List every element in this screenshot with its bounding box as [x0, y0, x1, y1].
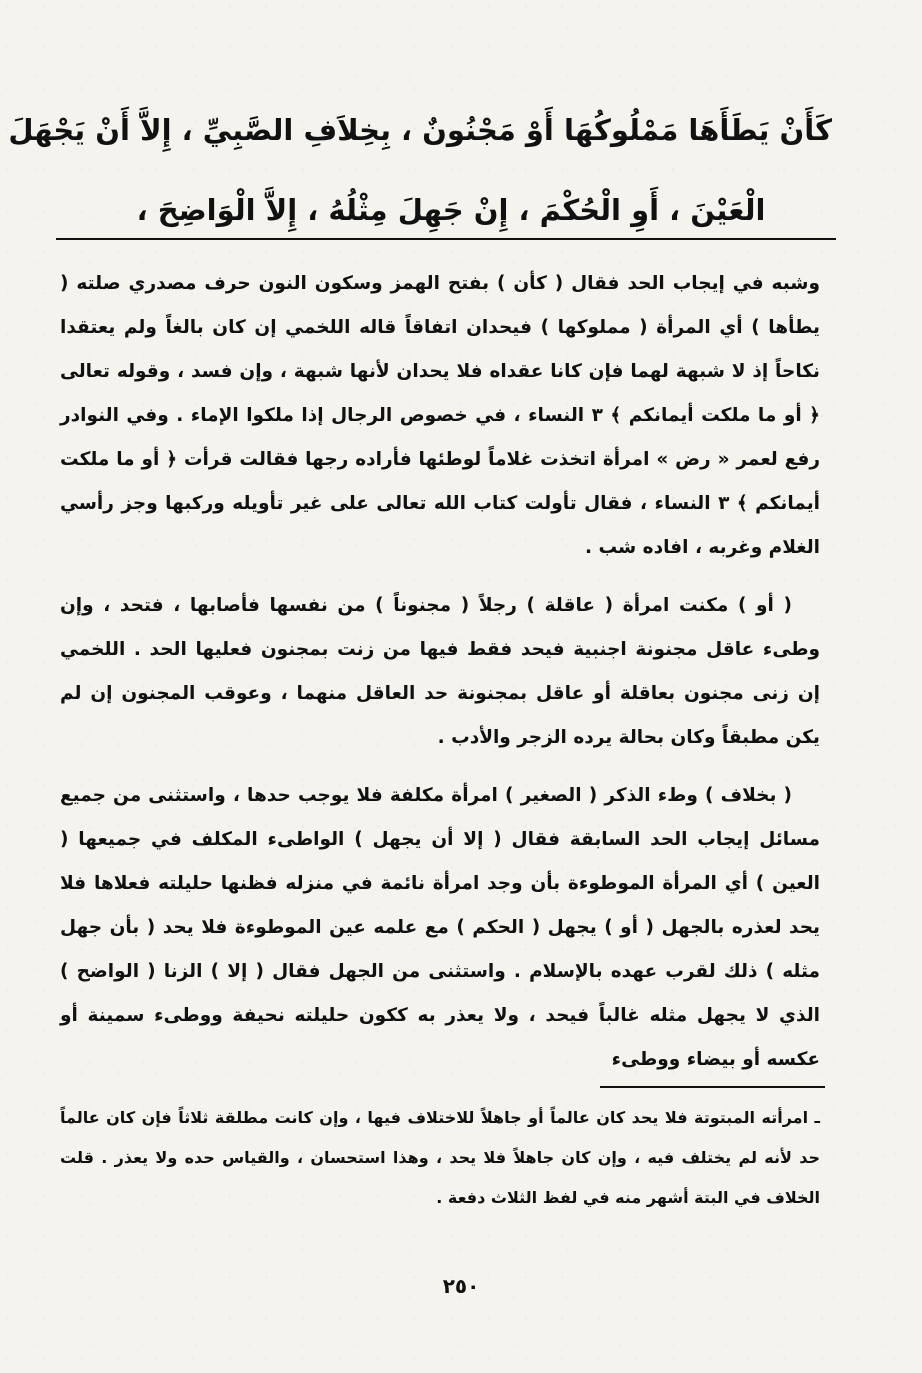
commentary-paragraph-2: ( أو ) مكنت امرأة ( عاقلة ) رجلاً ( مجنوناً ) من نفسها فأصابها ، فتحد ، وإن وطىء عاقل مجنونة اجنبية فيحد فقط فيها من زنت بمجنون فعليها الحد . اللخمي إن زنى مجنون بعاقلة أو عاقل بمجنونة حد العاقل منهما ، وعوقب المجنون إن لم يكن مطبقاً وكان بحالة يرده الزجر والأدب . [60, 595, 820, 748]
matn-divider [56, 238, 836, 240]
matn-text [8, 90, 832, 250]
matn-line-1: كَأَنْ يَطَأَهَا مَمْلُوكُهَا أَوْ مَجْنُونٌ ، بِخِلاَفِ الصَّبِيِّ ، إِلاَّ أَنْ يَجْهَلَ [8, 113, 832, 147]
commentary-paragraph-3: ( بخلاف ) وطء الذكر ( الصغير ) امرأة مكلفة فلا يوجب حدها ، واستثنى من جميع مسائل إيجاب الحد السابقة فقال ( إلا أن يجهل ) الواطىء المكلف في جميعها ( العين ) أي المرأة الموطوءة بأن وجد امرأة نائمة في منزله فظنها حليلته فعلاها فلا يحد لعذره بالجهل ( أو ) يجهل ( الحكم ) مع علمه عين الموطوءة فلا يحد ( بأن جهل مثله ) ذلك لقرب عهده بالإسلام . واستثنى من الجهل فقال ( إلا ) الزنا ( الواضح ) الذي لا يجهل مثله غالباً فيحد ، ولا يعذر به ككون حليلته نحيفة ووطىء سمينة أو عكسه أو بيضاء ووطىء [60, 785, 820, 1070]
footnote [60, 1098, 820, 1218]
commentary-body [60, 262, 820, 1096]
matn-line-2: الْعَيْنَ ، أَوِ الْحُكْمَ ، إِنْ جَهِلَ مِثْلُهُ ، إِلاَّ الْوَاضِحَ ، [136, 193, 766, 227]
commentary-paragraph-1: وشبه في إيجاب الحد فقال ( كأن ) بفتح الهمز وسكون النون حرف مصدري صلته ( يطأها ) أي المرأة ( مملوكها ) فيحدان اتفاقاً قاله اللخمي إن كان بالغاً ولم يعتقدا نكاحاً إذ لا شبهة لهما فإن كانا عقداه فلا يحدان لأنها شبهة ، وإن فسد ، وقوله تعالى ﴿ أو ما ملكت أيمانكم ﴾ ٣ النساء ، في خصوص الرجال إذا ملكوا الإماء . وفي النوادر رفع لعمر « رض » امرأة اتخذت غلاماً لوطئها فأراده رجها فقالت قرأت ﴿ أو ما ملكت أيمانكم ﴾ ٣ النساء ، فقال تأولت كتاب الله تعالى على غير تأويله وركبها وجز رأسي الغلام وغربه ، افاده شب . [60, 273, 820, 558]
footnote-text: ـ امرأته المبتوتة فلا يحد كان عالماً أو جاهلاً للاختلاف فيها ، وإن كانت مطلقة ثلاثاً فإن كان عالماً حد لأنه لم يختلف فيه ، وإن كان جاهلاً فلا يحد ، وهذا استحسان ، والقياس حده ولا يعذر . قلت الخلاف في البتة أشهر منه في لفظ الثلاث دفعة . [60, 1108, 820, 1207]
page-number: ٢٥٠ [442, 1274, 480, 1298]
footnote-divider [600, 1086, 825, 1088]
